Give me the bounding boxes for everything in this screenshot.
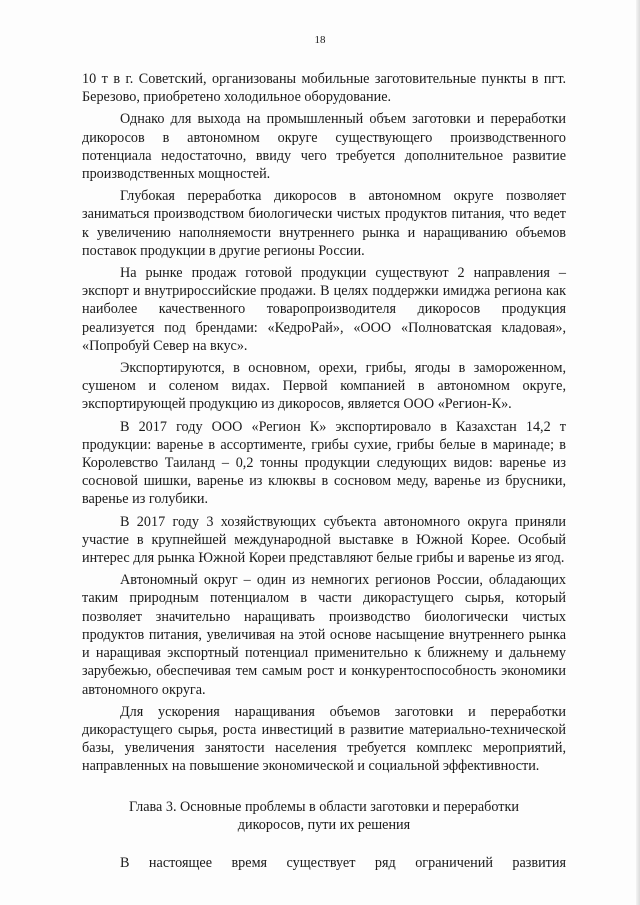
paragraph-6: В 2017 году ООО «Регион К» экспортировало в Казахстан 14,2 т продукции: варенье в ассортименте, грибы сухие, грибы белые в маринаде; в Королевство Таиланд – 0,2 тонны продукции следующих видов: варенье из сосновой шишки, варенье из клюквы в сосновом меду, варенье из брусники, варенье из голубики. <box>82 418 566 508</box>
page-number: 18 <box>314 34 326 46</box>
paragraph-7: В 2017 году 3 хозяйствующих субъекта автономного округа приняли участие в крупнейшей международной выставке в Южной Корее. Особый интерес для рынка Южной Кореи представляют белые грибы и варенье из ягод. <box>82 513 566 567</box>
document-body <box>82 70 566 876</box>
chapter-heading-line-1: Глава 3. Основные проблемы в области заготовки и переработки <box>129 798 519 815</box>
paragraph-1: 10 т в г. Советский, организованы мобильные заготовительные пункты в пгт. Березово, приобретено холодильное оборудование. <box>82 71 566 106</box>
paragraph-8: Автономный округ – один из немногих регионов России, обладающих таким природным потенциалом в части дикорастущего сырья, который позволяет значительно наращивать производство биологически чистых продуктов питания, увеличивая на этой основе насыщение внутреннего рынка и наращивая экспортный потенциал применительно к ближнему и дальнему зарубежью, обеспечивая тем самым рост и конкурентоспособность экономики автономного округа. <box>82 572 566 698</box>
paragraph-final: В настоящее время существует ряд ограничений развития <box>120 854 566 871</box>
page-edge-shadow <box>636 0 640 905</box>
paragraph-2: Однако для выхода на промышленный объем заготовки и переработки дикоросов в автономном округе существующего производственного потенциала недостаточно, ввиду чего требуется дополнительное развитие производственных мощностей. <box>82 111 566 183</box>
paragraph-9: Для ускорения наращивания объемов заготовки и переработки дикорастущего сырья, роста инвестиций в развитие материально-технической базы, увеличения занятости населения требуется комплекс мероприятий, направленных на повышение экономической и социальной эффективности. <box>82 703 566 775</box>
chapter-heading-line-2: дикоросов, пути их решения <box>237 816 411 833</box>
chapter-heading <box>82 798 566 834</box>
paragraph-3: Глубокая переработка дикоросов в автономном округе позволяет заниматься производством биологически чистых продуктов питания, что ведет к увеличению наполняемости внутреннего рынка и наращиванию объемов поставок продукции в другие регионы России. <box>82 188 566 259</box>
paragraph-4: На рынке продаж готовой продукции существуют 2 направления – экспорт и внутрироссийские продажи. В целях поддержки имиджа региона как наиболее качественного товаропроизводителя дикоросов продукция реализуется под брендами: «КедроРай», «ООО «Полноватская кладовая», «Попробуй Север на вкус». <box>82 265 566 354</box>
paragraph-5: Экспортируются, в основном, орехи, грибы, ягоды в замороженном, сушеном и соленом видах. Первой компанией в автономном округе, экспортирующей продукцию из дикоросов, является ООО «Регион-К». <box>82 360 566 413</box>
